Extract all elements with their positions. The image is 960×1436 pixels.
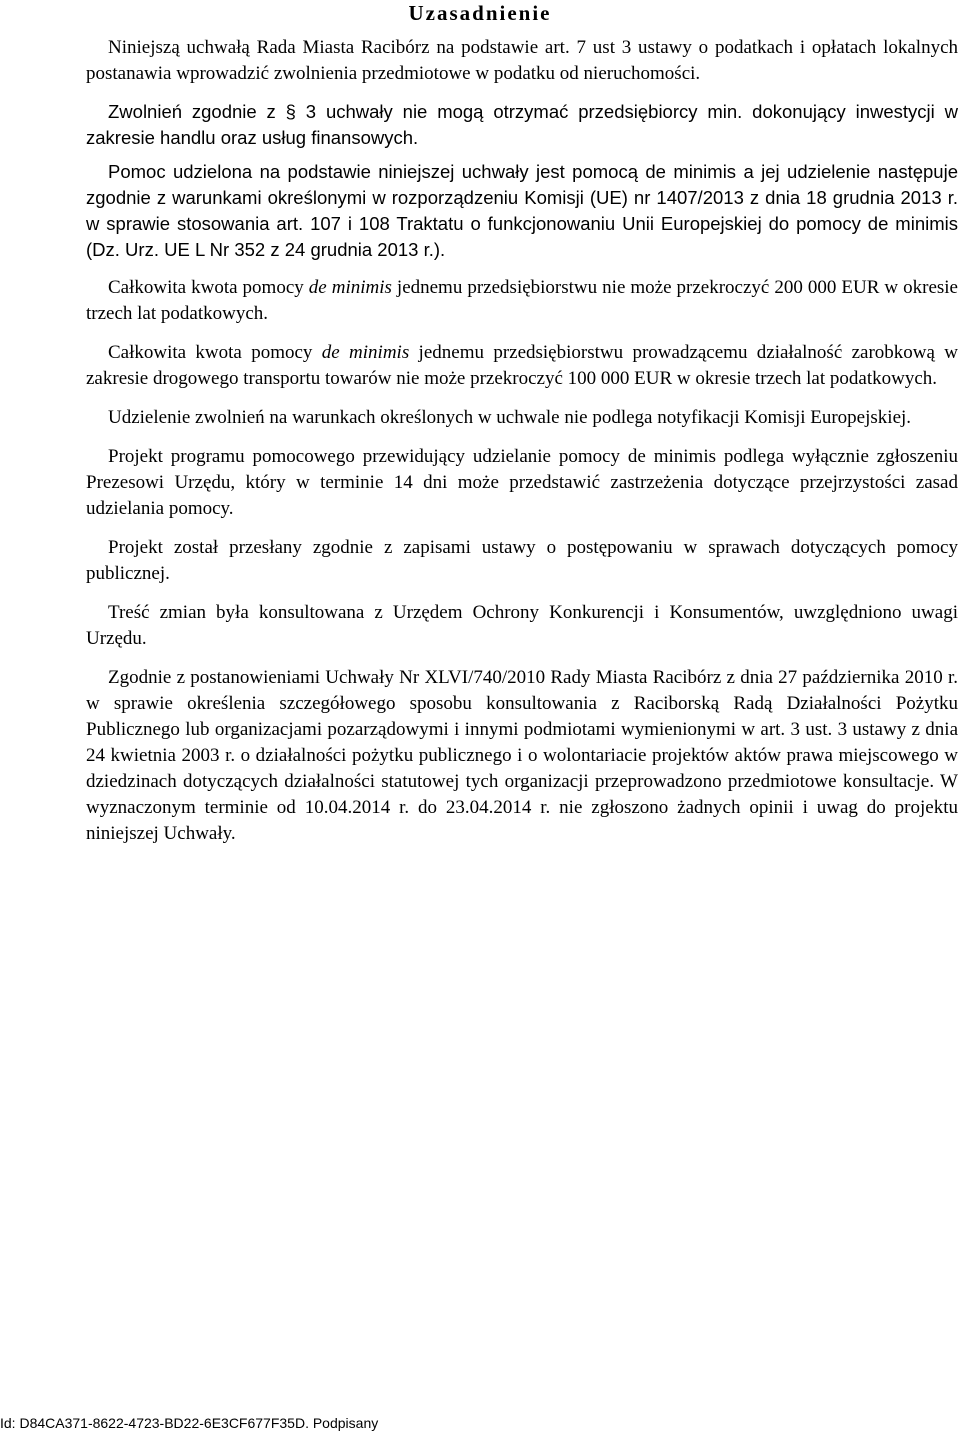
paragraph-aid-limit-transport bbox=[86, 340, 958, 392]
paragraph-italic-term: de minimis bbox=[321, 342, 410, 363]
paragraph-italic-term: de minimis bbox=[308, 277, 392, 298]
paragraph-exemptions-intro: Niniejszą uchwałą Rada Miasta Racibórz na podstawie art. 7 ust 3 ustawy o podatkach i opłatach lokalnych postanawia wprowadzić zwolnienia przedmiotowe w podatku od nieruchomości. bbox=[86, 37, 958, 84]
paragraph-public-consultation: Zgodnie z postanowieniami Uchwały Nr XLVI/740/2010 Rady Miasta Racibórz z dnia 27 października 2010 r. w sprawie określenia szczegółowego sposobu konsultowania z Raciborską Radą Działalności Pożytku Publicznego lub organizacjami pozarządowymi i innymi podmiotami wymienionymi w art. 3 ust. 3 ustawy z dnia 24 kwietnia 2003 r. o działalności pożytku publicznego i o wolontariacie projektów aktów prawa miejscowego w dziedzinach dotyczących działalności statutowej tych organizacji przeprowadzono przedmiotowe konsultacje. W wyznaczonym terminie od 10.04.2014 r. do 23.04.2014 r. nie zgłoszono żadnych opinii i uwag do projektu niniejszej Uchwały. bbox=[86, 667, 958, 844]
document-id-footer: Id: D84CA371-8622-4723-BD22-6E3CF677F35D. Podpisany bbox=[0, 1415, 379, 1431]
paragraph-exclusions: Zwolnień zgodnie z § 3 uchwały nie mogą otrzymać przedsiębiorcy min. dokonujący inwestycji w zakresie handlu oraz usług finansowych. bbox=[86, 101, 958, 148]
paragraph-aid-programme: Projekt programu pomocowego przewidujący udzielanie pomocy de minimis podlega wyłącznie zgłoszeniu Prezesowi Urzędu, który w terminie 14 dni może przedstawić zastrzeżenia dotyczące przejrzystości zasad udzielania pomocy. bbox=[86, 446, 958, 519]
paragraph-de-minimis-basis: Pomoc udzielona na podstawie niniejszej uchwały jest pomocą de minimis a jej udzielenie następuje zgodnie z warunkami określonymi w rozporządzeniu Komisji (UE) nr 1407/2013 z dnia 18 grudnia 2013 r. w sprawie stosowania art. 107 i 108 Traktatu o funkcjonowaniu Unii Europejskiej do pomocy de minimis (Dz. Urz. UE L Nr 352 z 24 grudnia 2013 r.). bbox=[86, 161, 958, 260]
paragraph-text-part: Całkowita kwota pomocy bbox=[108, 342, 322, 363]
page-title: Uzasadnienie bbox=[408, 1, 552, 25]
paragraph-text-part: jednemu przedsiębiorstwu prowadzącemu działalność zarobkową w zakresie drogowego transportu towarów nie może przekroczyć 100 000 EUR w okresie trzech lat podatkowych. bbox=[86, 342, 959, 389]
paragraph-text-part: Całkowita kwota pomocy bbox=[108, 277, 309, 298]
paragraph-project-sent: Projekt został przesłany zgodnie z zapisami ustawy o postępowaniu w sprawach dotyczących pomocy publicznej. bbox=[86, 537, 958, 584]
paragraph-aid-limit-general bbox=[86, 275, 958, 327]
paragraph-notification: Udzielenie zwolnień na warunkach określonych w uchwale nie podlega notyfikacji Komisji Europejskiej. bbox=[108, 407, 912, 428]
document-body bbox=[86, 35, 958, 859]
paragraph-text-part: jednemu przedsiębiorstwu nie może przekroczyć 200 000 EUR w okresie trzech lat podatkowych. bbox=[86, 277, 958, 324]
paragraph-consultation-uokik: Treść zmian była konsultowana z Urzędem Ochrony Konkurencji i Konsumentów, uwzględniono uwagi Urzędu. bbox=[86, 602, 958, 649]
